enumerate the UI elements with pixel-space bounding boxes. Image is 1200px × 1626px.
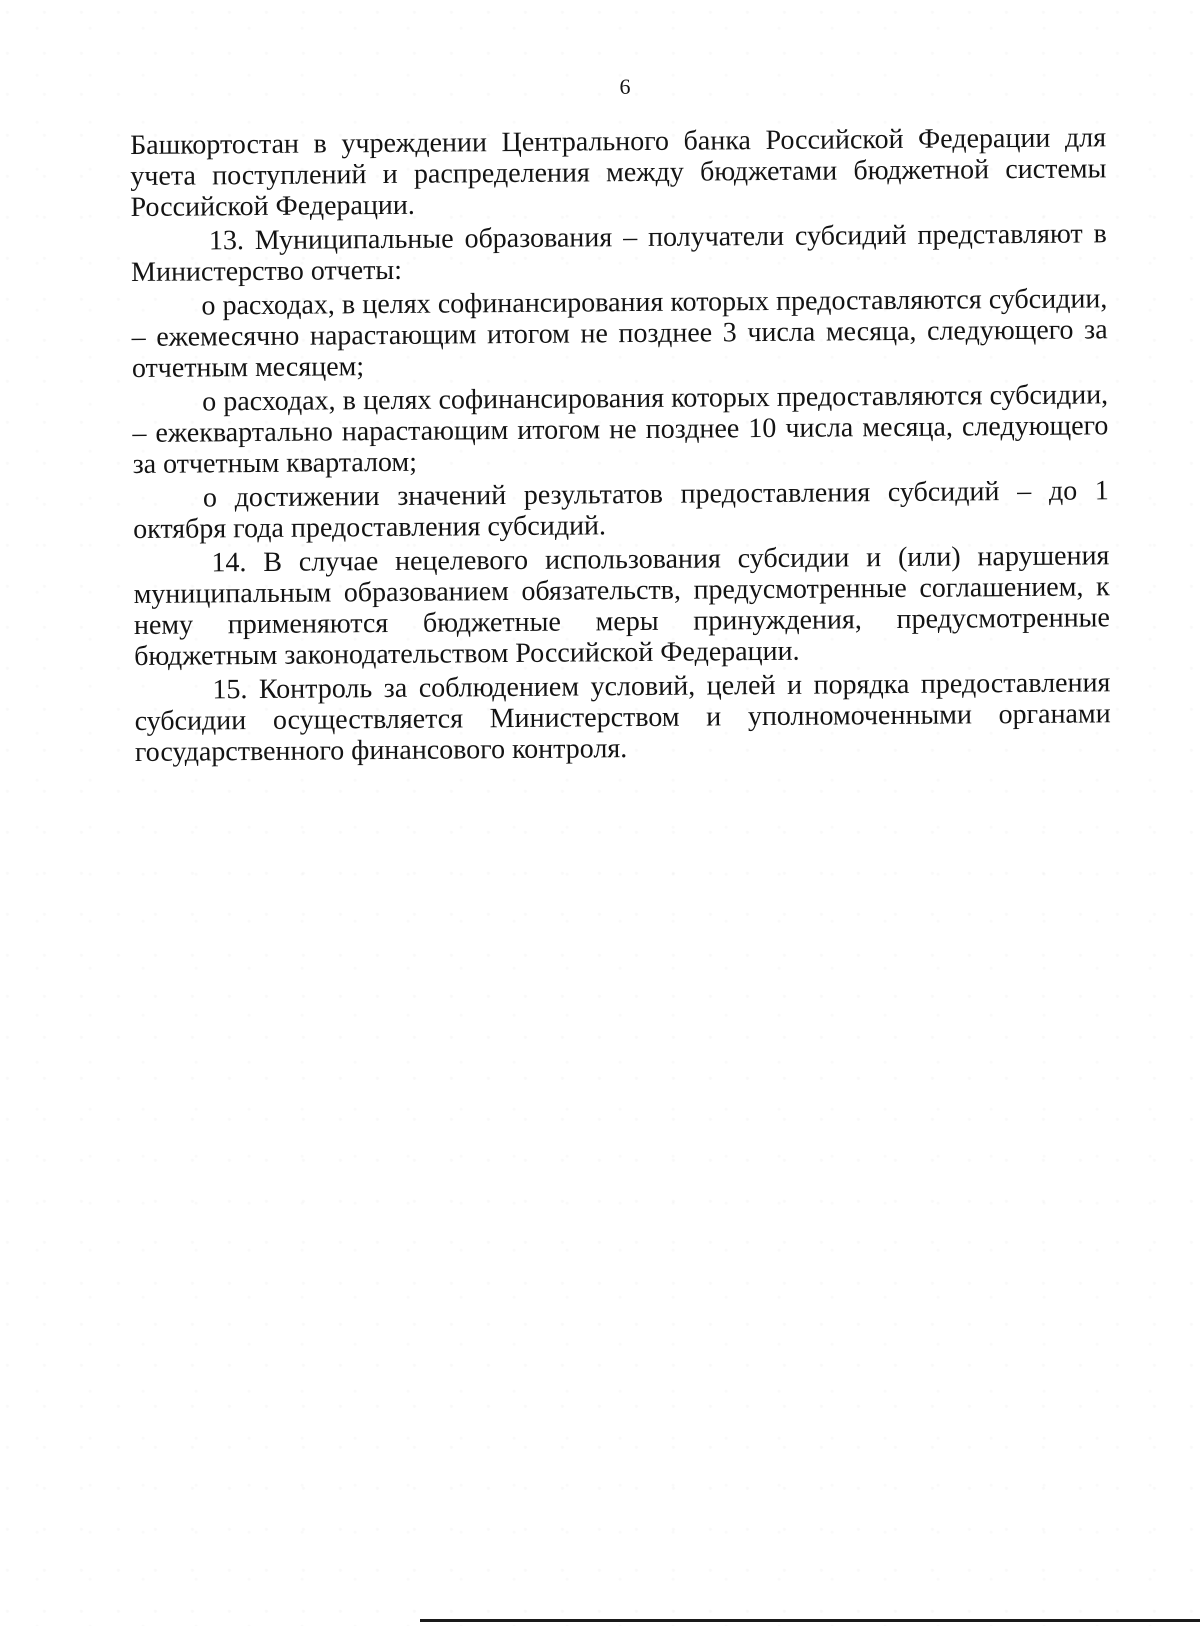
- paragraph-13: 13. Муниципальные образования – получатели субсидий представляют в Министерство отчеты:: [130, 218, 1107, 288]
- paragraph-monthly-report: о расходах, в целях софинансирования которых предоставляются субсидии, – ежемесячно нарастающим итогом не позднее 3 числа месяца, следующего за отчетным месяцем;: [131, 283, 1108, 384]
- document-body: [130, 122, 1111, 768]
- paragraph-quarterly-report: о расходах, в целях софинансирования которых предоставляются субсидии, – ежеквартально нарастающим итогом не позднее 10 числа месяца, следующего за отчетным кварталом;: [132, 379, 1109, 480]
- scan-edge-line: [420, 1619, 1200, 1622]
- paragraph-continuation: Башкортостан в учреждении Центрального банка Российской Федерации для учета поступлений и распределения между бюджетами бюджетной системы Российской Федерации.: [130, 122, 1107, 223]
- page-number: 6: [619, 74, 631, 99]
- paragraph-15: 15. Контроль за соблюдением условий, целей и порядка предоставления субсидии осуществляется Министерством и уполномоченными органами государственного финансового контроля.: [134, 667, 1111, 768]
- paragraph-14: 14. В случае нецелевого использования субсидии и (или) нарушения муниципальным образованием обязательств, предусмотренные соглашением, к нему применяются бюджетные меры принуждения, предусмотренные бюджетным законодательством Российской Федерации.: [133, 540, 1110, 672]
- paragraph-results-report: о достижении значений результатов предоставления субсидий – до 1 октября года предоставления субсидий.: [133, 475, 1109, 545]
